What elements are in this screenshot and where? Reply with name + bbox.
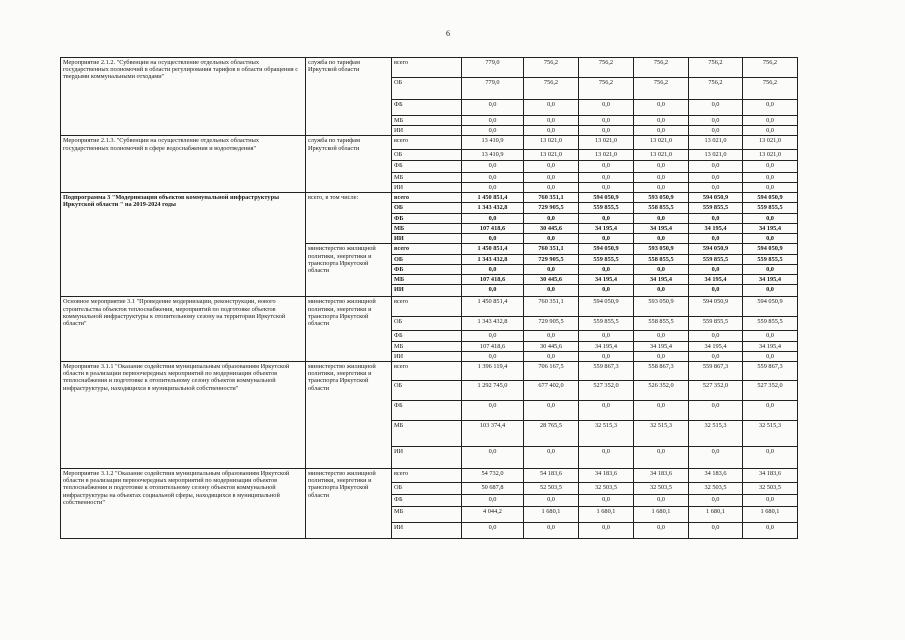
funding-source: всего bbox=[392, 244, 462, 254]
amount-cell: 34 195,4 bbox=[579, 223, 634, 233]
amount-cell: 0,0 bbox=[634, 172, 689, 182]
executor-name: служба по тарифам Иркутской области bbox=[306, 58, 392, 136]
amount-cell: 559 855,5 bbox=[689, 317, 743, 331]
amount-cell: 0,0 bbox=[579, 351, 634, 361]
amount-cell: 0,0 bbox=[743, 100, 798, 116]
amount-cell: 0,0 bbox=[689, 522, 743, 538]
amount-cell: 13 021,0 bbox=[524, 150, 579, 160]
amount-cell: 760 351,1 bbox=[524, 193, 579, 203]
amount-cell: 558 855,5 bbox=[634, 254, 689, 264]
amount-cell: 13 021,0 bbox=[634, 150, 689, 160]
amount-cell: 559 855,5 bbox=[689, 203, 743, 213]
amount-cell: 54 732,0 bbox=[462, 468, 524, 482]
amount-cell: 0,0 bbox=[462, 285, 524, 297]
funding-source: всего bbox=[392, 193, 462, 203]
amount-cell: 0,0 bbox=[634, 400, 689, 420]
amount-cell: 594 050,9 bbox=[689, 297, 743, 317]
amount-cell: 593 050,9 bbox=[634, 244, 689, 254]
amount-cell: 0,0 bbox=[743, 446, 798, 468]
amount-cell: 0,0 bbox=[634, 494, 689, 506]
amount-cell: 13 021,0 bbox=[689, 150, 743, 160]
amount-cell: 0,0 bbox=[579, 234, 634, 244]
amount-cell: 0,0 bbox=[634, 116, 689, 126]
amount-cell: 594 050,9 bbox=[743, 244, 798, 254]
funding-source: ФБ bbox=[392, 331, 462, 341]
amount-cell: 0,0 bbox=[689, 264, 743, 274]
amount-cell: 34 195,4 bbox=[689, 341, 743, 351]
measure-name: Мероприятие 3.1.1 "Оказание содействия муниципальным образованиям Иркутской области в реализации первоочередных мероприятий по модернизации объектов теплоснабжения и подготовке к отопительному сезону объектов коммунальной инфраструктуры, находящихся в муниципальной собственности" bbox=[61, 361, 306, 468]
amount-cell: 594 050,9 bbox=[689, 244, 743, 254]
amount-cell: 34 183,6 bbox=[689, 468, 743, 482]
amount-cell: 34 183,6 bbox=[743, 468, 798, 482]
measure-name: Мероприятие 2.1.2. "Субвенции на осуществление отдельных областных государственных полномочий в области регулирования тарифов в области обращения с твердыми коммунальными отходами" bbox=[61, 58, 306, 136]
amount-cell: 0,0 bbox=[743, 331, 798, 341]
amount-cell: 1 450 851,4 bbox=[462, 297, 524, 317]
table-row bbox=[61, 297, 798, 317]
amount-cell: 34 195,4 bbox=[634, 275, 689, 285]
amount-cell: 54 183,6 bbox=[524, 468, 579, 482]
funding-source: ИИ bbox=[392, 285, 462, 297]
amount-cell: 594 050,9 bbox=[579, 193, 634, 203]
amount-cell: 0,0 bbox=[634, 160, 689, 172]
amount-cell: 760 351,1 bbox=[524, 297, 579, 317]
amount-cell: 526 352,0 bbox=[634, 380, 689, 400]
amount-cell: 527 352,0 bbox=[689, 380, 743, 400]
funding-source: всего bbox=[392, 361, 462, 380]
amount-cell: 0,0 bbox=[462, 494, 524, 506]
funding-source: МБ bbox=[392, 420, 462, 446]
amount-cell: 0,0 bbox=[743, 172, 798, 182]
amount-cell: 52 503,5 bbox=[524, 482, 579, 494]
amount-cell: 1 680,1 bbox=[579, 506, 634, 522]
funding-source: МБ bbox=[392, 172, 462, 182]
funding-source: ОБ bbox=[392, 254, 462, 264]
amount-cell: 559 855,5 bbox=[579, 203, 634, 213]
amount-cell: 32 503,5 bbox=[634, 482, 689, 494]
financing-table bbox=[60, 57, 798, 539]
amount-cell: 0,0 bbox=[579, 160, 634, 172]
amount-cell: 34 183,6 bbox=[579, 468, 634, 482]
amount-cell: 13 021,0 bbox=[634, 136, 689, 150]
amount-cell: 0,0 bbox=[524, 446, 579, 468]
amount-cell: 0,0 bbox=[689, 285, 743, 297]
amount-cell: 13 021,0 bbox=[579, 150, 634, 160]
amount-cell: 34 195,4 bbox=[689, 275, 743, 285]
amount-cell: 13 410,9 bbox=[462, 150, 524, 160]
amount-cell: 1 292 745,0 bbox=[462, 380, 524, 400]
amount-cell: 0,0 bbox=[579, 182, 634, 192]
funding-source: ОБ bbox=[392, 482, 462, 494]
amount-cell: 0,0 bbox=[634, 522, 689, 538]
amount-cell: 0,0 bbox=[634, 331, 689, 341]
amount-cell: 756,2 bbox=[524, 58, 579, 78]
measure-name: Мероприятие 3.1.2 "Оказание содействия муниципальным образованиям Иркутской области в реализации первоочередных мероприятий по модернизации объектов теплоснабжения и подготовке к отопительному сезону объектов коммунальной инфраструктуры на объектах социальной сферы, находящихся в муниципальной собственности" bbox=[61, 468, 306, 538]
amount-cell: 0,0 bbox=[462, 522, 524, 538]
executor-name: служба по тарифам Иркутской области bbox=[306, 136, 392, 193]
amount-cell: 559 855,5 bbox=[579, 317, 634, 331]
funding-source: всего bbox=[392, 297, 462, 317]
amount-cell: 13 021,0 bbox=[524, 136, 579, 150]
amount-cell: 0,0 bbox=[634, 213, 689, 223]
amount-cell: 0,0 bbox=[689, 126, 743, 136]
amount-cell: 593 050,9 bbox=[634, 297, 689, 317]
amount-cell: 0,0 bbox=[524, 160, 579, 172]
amount-cell: 677 402,0 bbox=[524, 380, 579, 400]
funding-source: ФБ bbox=[392, 400, 462, 420]
funding-source: ИИ bbox=[392, 126, 462, 136]
amount-cell: 0,0 bbox=[689, 234, 743, 244]
amount-cell: 0,0 bbox=[462, 234, 524, 244]
amount-cell: 0,0 bbox=[689, 351, 743, 361]
funding-source: МБ bbox=[392, 341, 462, 351]
amount-cell: 13 021,0 bbox=[579, 136, 634, 150]
amount-cell: 34 195,4 bbox=[634, 341, 689, 351]
amount-cell: 0,0 bbox=[524, 172, 579, 182]
amount-cell: 103 374,4 bbox=[462, 420, 524, 446]
amount-cell: 559 855,5 bbox=[743, 254, 798, 264]
amount-cell: 0,0 bbox=[462, 160, 524, 172]
amount-cell: 0,0 bbox=[579, 213, 634, 223]
amount-cell: 4 044,2 bbox=[462, 506, 524, 522]
amount-cell: 0,0 bbox=[579, 264, 634, 274]
amount-cell: 0,0 bbox=[634, 446, 689, 468]
amount-cell: 0,0 bbox=[634, 234, 689, 244]
table-row bbox=[61, 193, 798, 203]
amount-cell: 729 905,5 bbox=[524, 317, 579, 331]
amount-cell: 0,0 bbox=[689, 213, 743, 223]
amount-cell: 0,0 bbox=[743, 234, 798, 244]
funding-source: ИИ bbox=[392, 522, 462, 538]
amount-cell: 13 410,9 bbox=[462, 136, 524, 150]
amount-cell: 0,0 bbox=[689, 100, 743, 116]
amount-cell: 13 021,0 bbox=[743, 150, 798, 160]
funding-source: всего bbox=[392, 58, 462, 78]
amount-cell: 107 418,6 bbox=[462, 223, 524, 233]
table-body bbox=[61, 58, 798, 539]
amount-cell: 32 515,3 bbox=[743, 420, 798, 446]
table-row bbox=[61, 136, 798, 150]
amount-cell: 0,0 bbox=[689, 116, 743, 126]
amount-cell: 706 167,5 bbox=[524, 361, 579, 380]
funding-source: ИИ bbox=[392, 234, 462, 244]
amount-cell: 0,0 bbox=[689, 172, 743, 182]
amount-cell: 1 396 119,4 bbox=[462, 361, 524, 380]
amount-cell: 0,0 bbox=[524, 400, 579, 420]
amount-cell: 729 905,5 bbox=[524, 254, 579, 264]
amount-cell: 1 450 851,4 bbox=[462, 244, 524, 254]
table-row bbox=[61, 361, 798, 380]
funding-source: ФБ bbox=[392, 494, 462, 506]
amount-cell: 0,0 bbox=[524, 351, 579, 361]
funding-source: МБ bbox=[392, 506, 462, 522]
amount-cell: 0,0 bbox=[579, 100, 634, 116]
amount-cell: 0,0 bbox=[524, 522, 579, 538]
amount-cell: 0,0 bbox=[689, 331, 743, 341]
amount-cell: 0,0 bbox=[743, 400, 798, 420]
amount-cell: 1 680,1 bbox=[689, 506, 743, 522]
funding-source: МБ bbox=[392, 275, 462, 285]
amount-cell: 30 445,6 bbox=[524, 223, 579, 233]
amount-cell: 34 195,4 bbox=[634, 223, 689, 233]
executor-name: министерство жилищной политики, энергетики и транспорта Иркутской области bbox=[306, 244, 392, 297]
amount-cell: 0,0 bbox=[743, 116, 798, 126]
amount-cell: 0,0 bbox=[524, 182, 579, 192]
amount-cell: 0,0 bbox=[634, 351, 689, 361]
amount-cell: 0,0 bbox=[579, 285, 634, 297]
amount-cell: 32 515,3 bbox=[689, 420, 743, 446]
amount-cell: 28 765,5 bbox=[524, 420, 579, 446]
amount-cell: 0,0 bbox=[462, 182, 524, 192]
amount-cell: 594 050,9 bbox=[579, 244, 634, 254]
amount-cell: 0,0 bbox=[462, 400, 524, 420]
amount-cell: 756,2 bbox=[743, 58, 798, 78]
amount-cell: 0,0 bbox=[462, 172, 524, 182]
amount-cell: 594 050,9 bbox=[689, 193, 743, 203]
amount-cell: 559 855,5 bbox=[579, 254, 634, 264]
amount-cell: 0,0 bbox=[743, 160, 798, 172]
amount-cell: 0,0 bbox=[462, 100, 524, 116]
amount-cell: 0,0 bbox=[634, 126, 689, 136]
amount-cell: 0,0 bbox=[579, 126, 634, 136]
amount-cell: 0,0 bbox=[524, 116, 579, 126]
funding-source: ОБ bbox=[392, 203, 462, 213]
amount-cell: 756,2 bbox=[689, 58, 743, 78]
amount-cell: 0,0 bbox=[579, 522, 634, 538]
funding-source: ОБ bbox=[392, 380, 462, 400]
amount-cell: 0,0 bbox=[462, 264, 524, 274]
amount-cell: 593 050,9 bbox=[634, 193, 689, 203]
amount-cell: 0,0 bbox=[524, 331, 579, 341]
amount-cell: 0,0 bbox=[689, 182, 743, 192]
amount-cell: 1 680,1 bbox=[743, 506, 798, 522]
measure-name: Мероприятие 2.1.3. "Субвенции на осуществление отдельных областных государственных полномочий в сфере водоснабжения и водоотведения" bbox=[61, 136, 306, 193]
amount-cell: 1 343 432,8 bbox=[462, 317, 524, 331]
amount-cell: 50 687,8 bbox=[462, 482, 524, 494]
page-number: 6 bbox=[446, 29, 450, 38]
amount-cell: 527 352,0 bbox=[579, 380, 634, 400]
amount-cell: 0,0 bbox=[579, 494, 634, 506]
executor-name: министерство жилищной политики, энергетики и транспорта Иркутской области bbox=[306, 468, 392, 538]
amount-cell: 0,0 bbox=[689, 446, 743, 468]
amount-cell: 1 680,1 bbox=[524, 506, 579, 522]
amount-cell: 0,0 bbox=[634, 100, 689, 116]
amount-cell: 559 867,3 bbox=[579, 361, 634, 380]
amount-cell: 34 195,4 bbox=[579, 275, 634, 285]
amount-cell: 559 855,5 bbox=[743, 317, 798, 331]
funding-source: ФБ bbox=[392, 100, 462, 116]
measure-name: Основное мероприятие 3.1 "Проведение модернизации, реконструкции, нового строительства объектов теплоснабжения, мероприятий по подготовке объектов коммунальной инфраструктуры к отопительному сезону на территории Иркутской области" bbox=[61, 297, 306, 362]
amount-cell: 34 195,4 bbox=[743, 223, 798, 233]
amount-cell: 0,0 bbox=[689, 494, 743, 506]
amount-cell: 107 418,6 bbox=[462, 275, 524, 285]
funding-source: МБ bbox=[392, 116, 462, 126]
amount-cell: 0,0 bbox=[579, 446, 634, 468]
funding-source: ИИ bbox=[392, 182, 462, 192]
amount-cell: 0,0 bbox=[579, 400, 634, 420]
amount-cell: 0,0 bbox=[524, 264, 579, 274]
funding-source: ФБ bbox=[392, 264, 462, 274]
amount-cell: 0,0 bbox=[462, 331, 524, 341]
amount-cell: 34 195,4 bbox=[689, 223, 743, 233]
funding-source: ОБ bbox=[392, 150, 462, 160]
amount-cell: 760 351,1 bbox=[524, 244, 579, 254]
amount-cell: 756,2 bbox=[634, 78, 689, 100]
amount-cell: 558 855,5 bbox=[634, 203, 689, 213]
amount-cell: 756,2 bbox=[743, 78, 798, 100]
amount-cell: 559 867,3 bbox=[689, 361, 743, 380]
amount-cell: 0,0 bbox=[579, 172, 634, 182]
amount-cell: 594 050,9 bbox=[743, 297, 798, 317]
amount-cell: 0,0 bbox=[462, 126, 524, 136]
amount-cell: 0,0 bbox=[634, 182, 689, 192]
measure-name: Подпрограмма 3 "Модернизация объектов коммунальной инфраструктуры Иркутской области " на 2019-2024 годы bbox=[61, 193, 306, 297]
executor-name: всего, в том числе: bbox=[306, 193, 392, 244]
amount-cell: 756,2 bbox=[579, 78, 634, 100]
amount-cell: 0,0 bbox=[689, 160, 743, 172]
amount-cell: 558 855,5 bbox=[634, 317, 689, 331]
amount-cell: 32 503,5 bbox=[689, 482, 743, 494]
amount-cell: 0,0 bbox=[462, 213, 524, 223]
amount-cell: 30 445,6 bbox=[524, 341, 579, 351]
amount-cell: 1 343 432,8 bbox=[462, 203, 524, 213]
amount-cell: 0,0 bbox=[579, 116, 634, 126]
amount-cell: 32 515,3 bbox=[634, 420, 689, 446]
amount-cell: 13 021,0 bbox=[689, 136, 743, 150]
amount-cell: 34 195,4 bbox=[579, 341, 634, 351]
funding-source: МБ bbox=[392, 223, 462, 233]
amount-cell: 32 503,5 bbox=[579, 482, 634, 494]
amount-cell: 0,0 bbox=[524, 494, 579, 506]
amount-cell: 559 855,5 bbox=[689, 254, 743, 264]
executor-name: министерство жилищной политики, энергетики и транспорта Иркутской области bbox=[306, 361, 392, 468]
amount-cell: 34 195,4 bbox=[743, 341, 798, 351]
amount-cell: 0,0 bbox=[634, 285, 689, 297]
amount-cell: 34 183,6 bbox=[634, 468, 689, 482]
amount-cell: 594 050,9 bbox=[743, 193, 798, 203]
amount-cell: 756,2 bbox=[634, 58, 689, 78]
amount-cell: 756,2 bbox=[524, 78, 579, 100]
funding-source: всего bbox=[392, 136, 462, 150]
amount-cell: 107 418,6 bbox=[462, 341, 524, 351]
amount-cell: 527 352,0 bbox=[743, 380, 798, 400]
amount-cell: 0,0 bbox=[524, 285, 579, 297]
amount-cell: 1 343 432,8 bbox=[462, 254, 524, 264]
amount-cell: 0,0 bbox=[743, 351, 798, 361]
amount-cell: 756,2 bbox=[689, 78, 743, 100]
funding-source: ФБ bbox=[392, 213, 462, 223]
funding-source: ОБ bbox=[392, 78, 462, 100]
amount-cell: 0,0 bbox=[462, 116, 524, 126]
amount-cell: 0,0 bbox=[634, 264, 689, 274]
amount-cell: 0,0 bbox=[462, 446, 524, 468]
amount-cell: 779,0 bbox=[462, 58, 524, 78]
table-row bbox=[61, 468, 798, 482]
amount-cell: 0,0 bbox=[524, 213, 579, 223]
amount-cell: 594 050,9 bbox=[579, 297, 634, 317]
amount-cell: 13 021,0 bbox=[743, 136, 798, 150]
amount-cell: 559 867,3 bbox=[743, 361, 798, 380]
amount-cell: 34 195,4 bbox=[743, 275, 798, 285]
amount-cell: 779,0 bbox=[462, 78, 524, 100]
amount-cell: 0,0 bbox=[524, 126, 579, 136]
amount-cell: 0,0 bbox=[462, 351, 524, 361]
amount-cell: 0,0 bbox=[743, 264, 798, 274]
funding-source: ОБ bbox=[392, 317, 462, 331]
amount-cell: 1 680,1 bbox=[634, 506, 689, 522]
funding-source: всего bbox=[392, 468, 462, 482]
funding-source: ИИ bbox=[392, 446, 462, 468]
amount-cell: 559 855,5 bbox=[743, 203, 798, 213]
table-row bbox=[61, 58, 798, 78]
amount-cell: 0,0 bbox=[743, 522, 798, 538]
amount-cell: 756,2 bbox=[579, 58, 634, 78]
amount-cell: 32 503,5 bbox=[743, 482, 798, 494]
amount-cell: 558 867,3 bbox=[634, 361, 689, 380]
amount-cell: 0,0 bbox=[579, 331, 634, 341]
amount-cell: 30 445,6 bbox=[524, 275, 579, 285]
amount-cell: 0,0 bbox=[743, 494, 798, 506]
amount-cell: 0,0 bbox=[743, 285, 798, 297]
amount-cell: 729 905,5 bbox=[524, 203, 579, 213]
amount-cell: 0,0 bbox=[524, 100, 579, 116]
executor-name: министерство жилищной политики, энергетики и транспорта Иркутской области bbox=[306, 297, 392, 362]
amount-cell: 1 450 851,4 bbox=[462, 193, 524, 203]
funding-source: ФБ bbox=[392, 160, 462, 172]
funding-source: ИИ bbox=[392, 351, 462, 361]
amount-cell: 32 515,3 bbox=[579, 420, 634, 446]
amount-cell: 0,0 bbox=[743, 182, 798, 192]
amount-cell: 0,0 bbox=[743, 213, 798, 223]
amount-cell: 0,0 bbox=[743, 126, 798, 136]
amount-cell: 0,0 bbox=[524, 234, 579, 244]
amount-cell: 0,0 bbox=[689, 400, 743, 420]
